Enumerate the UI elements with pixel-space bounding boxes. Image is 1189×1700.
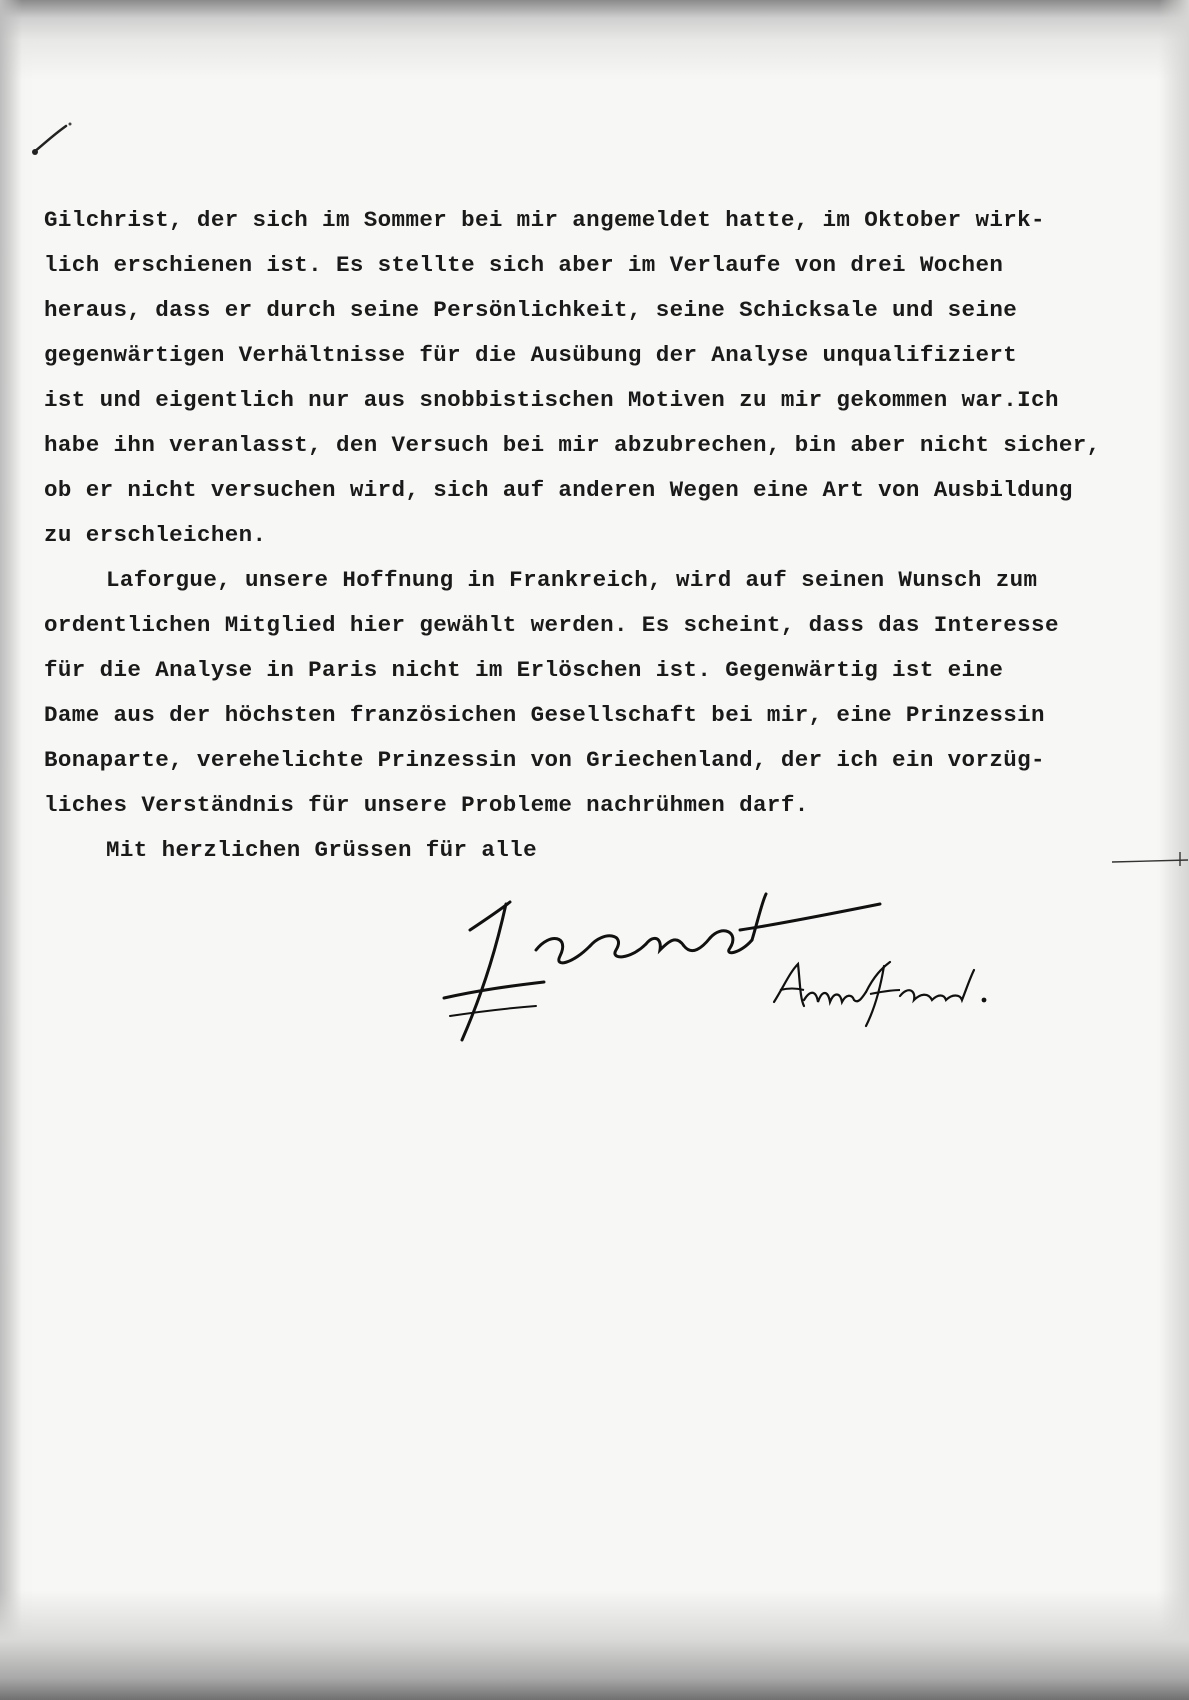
- letter-line: ist und eigentlich nur aus snobbistischen Motiven zu mir gekommen war.Ich: [44, 387, 1059, 413]
- letter-line: Gilchrist, der sich im Sommer bei mir angemeldet hatte, im Oktober wirk-: [44, 207, 1045, 233]
- anna-freud-signature-icon: [770, 950, 1030, 1030]
- letter-line: habe ihn veranlasst, den Versuch bei mir abzubrechen, bin aber nicht sicher,: [44, 432, 1101, 458]
- letter-line: ordentlichen Mitglied hier gewählt werden. Es scheint, dass das Interesse: [44, 612, 1059, 638]
- pencil-mark-icon: [30, 118, 90, 158]
- letter-line: heraus, dass er durch seine Persönlichkeit, seine Schicksale und seine: [44, 297, 1018, 323]
- scan-shadow-left: [0, 0, 22, 1700]
- scan-shadow-bottom: [0, 1590, 1189, 1700]
- letter-line: ob er nicht versuchen wird, sich auf anderen Wegen eine Art von Ausbildung: [44, 477, 1073, 503]
- closing-line: Mit herzlichen Grüssen für alle: [106, 837, 537, 863]
- letter-body: [44, 198, 1154, 873]
- letter-line: Dame aus der höchsten französichen Gesellschaft bei mir, eine Prinzessin: [44, 702, 1045, 728]
- scan-shadow-top: [0, 0, 1189, 80]
- letter-line: liches Verständnis für unsere Probleme nachrühmen darf.: [44, 792, 809, 818]
- letter-line: gegenwärtigen Verhältnisse für die Ausübung der Analyse unqualifiziert: [44, 342, 1018, 368]
- letter-line: für die Analyse in Paris nicht im Erlöschen ist. Gegenwärtig ist eine: [44, 657, 1004, 683]
- letter-line: Bonaparte, verehelichte Prinzessin von Griechenland, der ich ein vorzüg-: [44, 747, 1045, 773]
- letter-line: lich erschienen ist. Es stellte sich aber im Verlaufe von drei Wochen: [44, 252, 1004, 278]
- letter-line: Laforgue, unsere Hoffnung in Frankreich, wird auf seinen Wunsch zum: [106, 567, 1038, 593]
- letter-line: zu erschleichen.: [44, 522, 267, 548]
- margin-rule-icon: [1110, 850, 1189, 870]
